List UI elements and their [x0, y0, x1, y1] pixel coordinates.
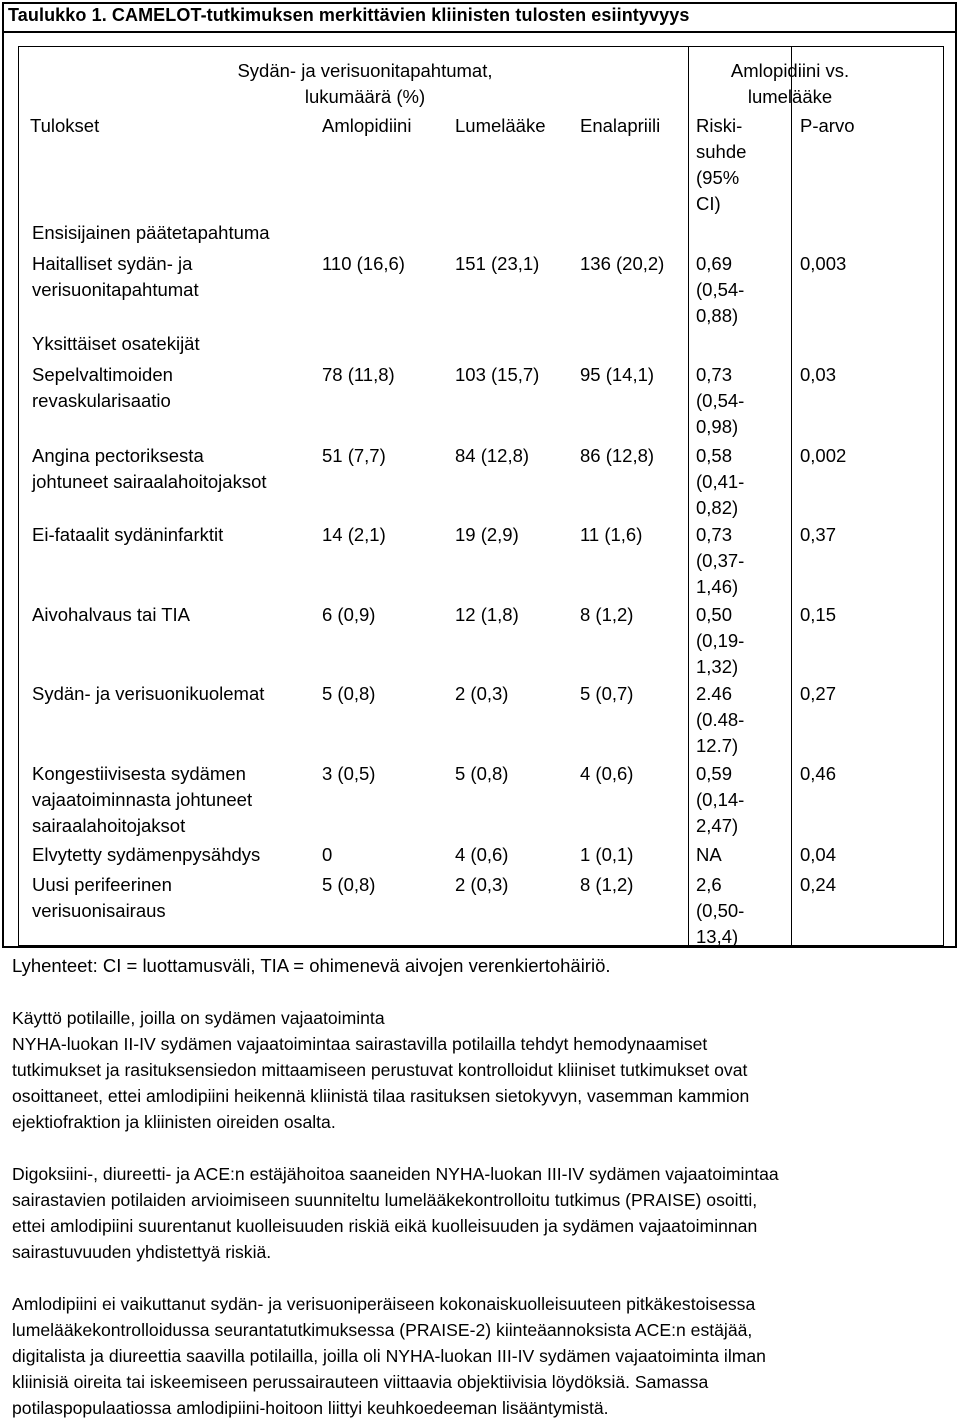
cell-risk-ratio: 0,59 (0,14- 2,47) — [696, 763, 745, 836]
cell-placebo: 84 (12,8) — [455, 445, 530, 466]
row-label: Sydän- ja verisuonikuolemat — [32, 683, 265, 704]
cell-risk-ratio: 0,50 (0,19- 1,32) — [696, 604, 745, 677]
cell-enalapril: 86 (12,8) — [580, 445, 655, 466]
paragraph-heart-failure-use: Käyttö potilaille, joilla on sydämen vajaatoiminta NYHA-luokan II-IV sydämen vajaatoimintaa sairastavilla potilailla tehdyt hemodynaamiset tutkimukset ja rasituksensiedon mittaamiseen perustuvat kontrolloidut kliiniset tutkimukset ovat osoittaneet, ettei amlodipiini heikennä kliinistä tilaa rasituksen sietokyvyn, vasemman kammion ejektiofraktion ja kliinisten oireiden osalta. — [12, 1008, 750, 1132]
cell-placebo: 5 (0,8) — [455, 763, 509, 784]
group-header-comparison: Amlopidiini vs. lumelääke — [730, 60, 850, 107]
row-label: Ei-fataalit sydäninfarktit — [32, 524, 224, 545]
cell-enalapril: 8 (1,2) — [580, 874, 634, 895]
cell-enalapril: 95 (14,1) — [580, 364, 655, 385]
title-divider — [2, 31, 957, 33]
section-components: Yksittäiset osatekijät — [32, 333, 200, 354]
cell-placebo: 12 (1,8) — [455, 604, 519, 625]
paragraph-praise-study: Digoksiini-, diureetti- ja ACE:n estäjähoitoa saaneiden NYHA-luokan III-IV sydämen vajaatoimintaa sairastavien potilaiden arvioimiseen suunniteltu lumelääkekontrolloitu tutkimus (PRAISE) osoitti, ettei amlodipiini suurentanut kuolleisuuden riskiä eikä kuolleisuuden ja sydämen vajaatoiminnan sairastuvuuden yhdistettyä riskiä. — [12, 1164, 779, 1262]
row-label: Kongestiivisesta sydämen vajaatoiminnasta johtuneet sairaalahoitojaksot — [32, 763, 253, 836]
cell-placebo: 103 (15,7) — [455, 364, 540, 385]
section-primary-endpoint: Ensisijainen päätetapahtuma — [32, 222, 270, 243]
cell-p-value: 0,27 — [800, 683, 837, 704]
cell-risk-ratio: NA — [696, 844, 722, 865]
cell-p-value: 0,04 — [800, 844, 837, 865]
cell-enalapril: 136 (20,2) — [580, 253, 665, 274]
cell-amlodipine: 3 (0,5) — [322, 763, 376, 784]
cell-placebo: 19 (2,9) — [455, 524, 519, 545]
paragraph-praise2-study: Amlodipiini ei vaikuttanut sydän- ja verisuoniperäiseen kokonaiskuolleisuuteen pitkäkestoisessa lumelääkekontrolloidussa seurantatutkimuksessa (PRAISE-2) kiinteäannoksista ACE:n estäjää, digitalista ja diureettia saavilla potilailla, joilla oli NYHA-luokan III-IV sydämen vajaatoiminta ilman kliinisiä oireita tai iskeemiseen perussairauteen viittaavia objektiivisia löydöksiä. Samassa potilaspopulaatiossa amlodipiini-hoitoon liittyi keuhkoedeeman lisääntymistä. — [12, 1294, 766, 1418]
cell-placebo: 151 (23,1) — [455, 253, 540, 274]
cell-enalapril: 1 (0,1) — [580, 844, 634, 865]
column-header-p-value: P-arvo — [800, 115, 855, 136]
column-header-amlodipine: Amlopidiini — [322, 115, 412, 136]
row-label: Aivohalvaus tai TIA — [32, 604, 191, 625]
cell-p-value: 0,15 — [800, 604, 837, 625]
cell-risk-ratio: 0,69 (0,54- 0,88) — [696, 253, 745, 326]
cell-amlodipine: 51 (7,7) — [322, 445, 386, 466]
cell-placebo: 4 (0,6) — [455, 844, 509, 865]
cell-p-value: 0,002 — [800, 445, 847, 466]
column-divider — [791, 46, 792, 946]
cell-p-value: 0,003 — [800, 253, 847, 274]
cell-amlodipine: 14 (2,1) — [322, 524, 386, 545]
cell-p-value: 0,03 — [800, 364, 837, 385]
cell-p-value: 0,37 — [800, 524, 837, 545]
column-header-placebo: Lumelääke — [455, 115, 546, 136]
cell-amlodipine: 5 (0,8) — [322, 874, 376, 895]
table-title: Taulukko 1. CAMELOT-tutkimuksen merkittävien kliinisten tulosten esiintyvyys — [8, 5, 690, 25]
row-label: Uusi perifeerinen verisuonisairaus — [32, 874, 172, 921]
cell-amlodipine: 0 — [322, 844, 333, 865]
cell-risk-ratio: 0,73 (0,54- 0,98) — [696, 364, 745, 437]
cell-amlodipine: 5 (0,8) — [322, 683, 376, 704]
cell-placebo: 2 (0,3) — [455, 874, 509, 895]
cell-risk-ratio: 0,58 (0,41- 0,82) — [696, 445, 745, 518]
cell-p-value: 0,24 — [800, 874, 837, 895]
cell-amlodipine: 78 (11,8) — [322, 364, 395, 385]
cell-risk-ratio: 2,6 (0,50- 13,4) — [696, 874, 745, 947]
cell-enalapril: 8 (1,2) — [580, 604, 634, 625]
column-header-enalapril: Enalapriili — [580, 115, 661, 136]
cell-risk-ratio: 2.46 (0.48- 12.7) — [696, 683, 745, 756]
row-label: Angina pectoriksesta johtuneet sairaalahoitojaksot — [32, 445, 267, 492]
column-divider — [688, 46, 689, 946]
cell-enalapril: 5 (0,7) — [580, 683, 634, 704]
cell-amlodipine: 6 (0,9) — [322, 604, 376, 625]
cell-p-value: 0,46 — [800, 763, 837, 784]
cell-placebo: 2 (0,3) — [455, 683, 509, 704]
cell-risk-ratio: 0,73 (0,37- 1,46) — [696, 524, 745, 597]
column-header-risk-ratio: Riski- suhde (95% CI) — [696, 115, 747, 214]
cell-amlodipine: 110 (16,6) — [322, 253, 405, 274]
row-label: Haitalliset sydän- ja verisuonitapahtumat — [32, 253, 199, 300]
table-footnote: Lyhenteet: CI = luottamusväli, TIA = ohimenevä aivojen verenkiertohäiriö. — [12, 955, 611, 976]
column-header-outcome: Tulokset — [30, 115, 100, 136]
row-label: Elvytetty sydämenpysähdys — [32, 844, 261, 865]
row-label: Sepelvaltimoiden revaskularisaatio — [32, 364, 173, 411]
cell-enalapril: 4 (0,6) — [580, 763, 634, 784]
group-header-events: Sydän- ja verisuonitapahtumat, lukumäärä (%) — [237, 60, 493, 107]
cell-enalapril: 11 (1,6) — [580, 524, 643, 545]
